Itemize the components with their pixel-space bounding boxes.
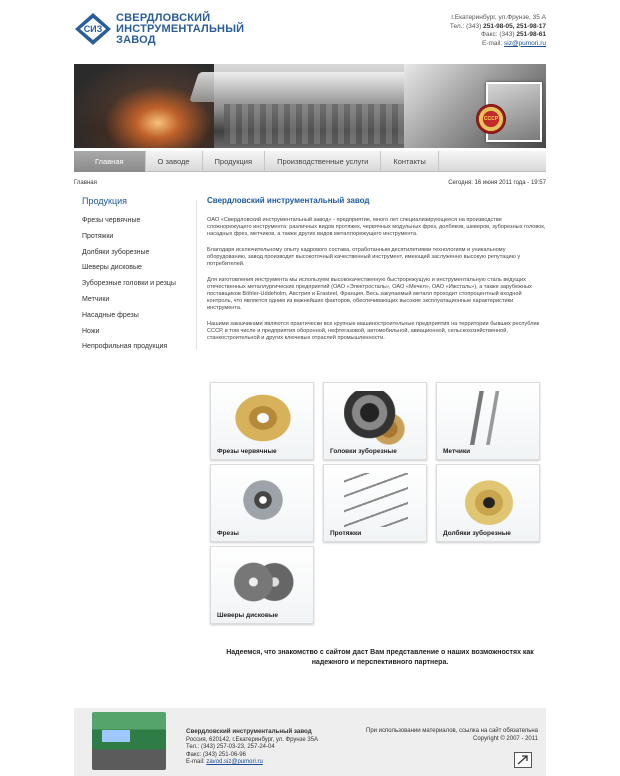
sidebar-item-hobs[interactable]: Фрезы червячные <box>82 217 141 224</box>
closing-line-2: надежного и перспективного партнера. <box>311 658 449 666</box>
nav-item-products[interactable]: Продукция <box>203 151 266 172</box>
product-label: Фрезы червячные <box>217 448 277 455</box>
gear-head-icon <box>344 391 408 445</box>
footer-legal <box>366 728 538 743</box>
sidebar <box>74 196 196 355</box>
intro-paragraph-4: Нашими заказчиками являются практически все крупные машиностроительные предприятия на территории бывших республик СССР, в том числе и предприятия оборонной, нефтегазовой, автомобильной, авиационной, сельскохозяйственной, станкостроительной и других ключевых отраслей промышленности. <box>207 321 540 341</box>
product-label: Долбяки зуборезные <box>443 530 511 537</box>
footer-email-link[interactable]: zavod.siz@pumori.ru <box>206 759 263 765</box>
broach-tool-icon <box>344 473 408 527</box>
logo-mark-icon <box>74 12 112 46</box>
sidebar-item-mills[interactable]: Насадные фрезы <box>82 311 139 319</box>
shaving-disc-icon <box>231 555 295 609</box>
site-logo[interactable] <box>74 12 244 46</box>
nav-item-home[interactable]: Главная <box>74 151 146 172</box>
sidebar-title: Продукция <box>82 196 128 206</box>
sidebar-item-other[interactable]: Непрофильная продукция <box>82 343 168 351</box>
header-phone: Тел.: (343) 251-98-05, 251-98-17 <box>449 22 546 30</box>
product-label: Фрезы <box>217 530 239 537</box>
product-card-gear-heads[interactable] <box>323 382 427 460</box>
main-nav <box>74 151 546 172</box>
footer-email: E-mail: zavod.siz@pumori.ru <box>186 759 263 765</box>
nav-item-about[interactable]: О заводе <box>146 151 203 172</box>
logo-line2: ИНСТРУМЕНТАЛЬНЫЙ <box>116 22 245 35</box>
sidebar-item-knives[interactable]: Ножи <box>82 327 100 335</box>
sidebar-item-taps[interactable]: Метчики <box>82 295 110 303</box>
product-label: Метчики <box>443 448 471 455</box>
header-address: г.Екатеринбург, ул.Фрунзе, 35 А <box>451 14 546 21</box>
footer-notice: При использовании материалов, ссылка на сайт обязательна <box>366 728 538 734</box>
closing-message <box>220 648 540 667</box>
shaper-cutter-icon <box>457 473 521 527</box>
logo-mark-text: СИЗ <box>83 24 103 34</box>
product-card-mills[interactable] <box>210 464 314 542</box>
header-email: E-mail: siz@pumori.ru <box>481 39 546 47</box>
banner-machine-part <box>189 72 439 102</box>
footer-company: Свердловский инструментальный завод <box>186 728 312 735</box>
banner-sparks <box>74 64 214 148</box>
page-title: Свердловский инструментальный завод <box>207 196 370 205</box>
header-contacts <box>450 14 546 48</box>
badge-text: СССР <box>483 116 499 122</box>
sidebar-item-gear-heads[interactable]: Зуборезные головки и резцы <box>82 280 176 288</box>
nav-item-contacts[interactable]: Контакты <box>381 151 438 172</box>
hob-cutter-icon <box>231 391 295 445</box>
milling-cutter-icon <box>231 473 295 527</box>
closing-line-1: Надеемся, что знакомство с сайтом даст Вам представление о наших возможностях как <box>226 649 534 656</box>
footer-copyright: Copyright © 2007 - 2011 <box>472 735 538 742</box>
footer-phone: Тел.: (343) 257-03-23, 257-24-04 <box>186 744 275 750</box>
product-card-shavers[interactable] <box>210 546 314 624</box>
product-card-hobs[interactable] <box>210 382 314 460</box>
logo-text <box>116 13 244 46</box>
footer-fax: Факс: (343) 251-06-96 <box>186 751 246 758</box>
header-fax: Факс: (343) 251-98-61 <box>481 31 546 38</box>
logo-line3: ЗАВОД <box>116 33 156 46</box>
intro-paragraph-2: Благодаря исключительному опыту кадрового состава, отработанным десятилетиями технологиям и уникальному оборудованию, завод производит высокоточный качественный инструмент, имеющий заслуженно высокую репутацию у потребителей. <box>207 247 521 267</box>
sidebar-item-shapers[interactable]: Долбяки зуборезные <box>82 248 150 256</box>
tap-tool-icon <box>457 391 521 445</box>
product-label: Головки зуборезные <box>330 448 397 455</box>
product-card-broaches[interactable] <box>323 464 427 542</box>
product-card-taps[interactable] <box>436 382 540 460</box>
developer-arrow-icon[interactable] <box>514 752 532 768</box>
machine-tool-icon <box>92 712 166 770</box>
intro-paragraph-3: Для изготовления инструмента мы используем высококачественную быстрорежущую и инструментальную сталь ведущих отечественных металлургических предприятий (ОАО «Электросталь», ОАО «Мечел», ОАО «Ижсталь»), а также зарубежных поставщиков Böhler-Uddeholm, Австрия и Erasteel, Франция. Весь закупаемый металл проходит стопроцентный входной контроль, что является одним из важнейших факторов, обеспечивающих высокие эксплуатационные характеристики инструмента. <box>207 277 532 311</box>
sidebar-item-shavers[interactable]: Шеверы дисковые <box>82 264 142 272</box>
footer-contacts <box>186 728 318 767</box>
hero-banner <box>74 64 546 148</box>
main-content <box>207 196 546 351</box>
footer <box>74 708 546 776</box>
logo-line1: СВЕРДЛОВСКИЙ <box>116 11 211 24</box>
breadcrumb: Главная <box>74 180 97 186</box>
nav-item-services[interactable]: Производственные услуги <box>265 151 381 172</box>
current-date: Сегодня: 16 июня 2011 года - 19:57 <box>448 180 546 186</box>
header-email-link[interactable]: siz@pumori.ru <box>504 39 546 47</box>
product-label: Шеверы дисковые <box>217 612 279 619</box>
product-label: Протяжки <box>330 530 362 537</box>
sidebar-divider <box>196 200 197 350</box>
product-card-shapers[interactable] <box>436 464 540 542</box>
intro-paragraph-1: ОАО «Свердловский инструментальный завод» - предприятие, много лет специализирующееся на производстве сложнорежущего инструмента: различных видов протяжек, червячных модульных фрез, долбяков, шеверов, зуборезных головок, насадных фрез, метчиков, а также других видов металлорежущего инструмента. <box>207 217 546 237</box>
sidebar-item-broaches[interactable]: Протяжки <box>82 232 114 240</box>
footer-address: Россия, 620142, г.Екатеринбург, ул. Фрунзе 35А <box>186 736 319 743</box>
